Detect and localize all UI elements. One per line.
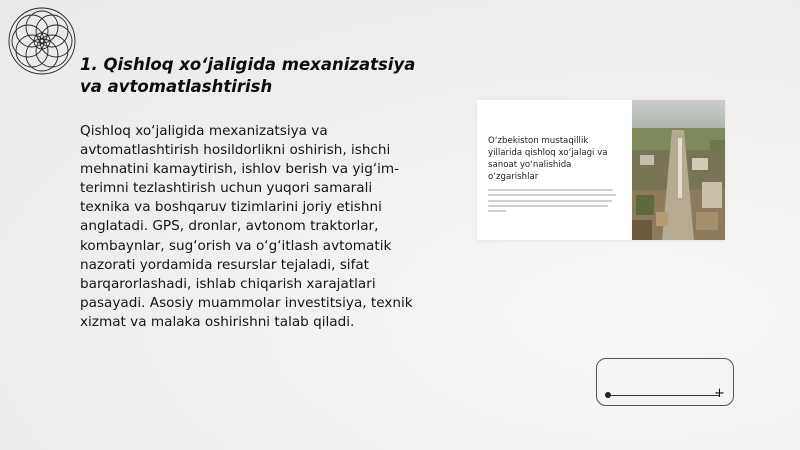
aerial-town-photo-icon — [632, 100, 725, 240]
zoom-slider-control[interactable] — [596, 358, 734, 406]
card-description-placeholder — [488, 189, 618, 215]
slider-knob-icon[interactable] — [605, 392, 611, 398]
circular-knot-logo-icon — [6, 5, 78, 77]
slider-track[interactable] — [607, 395, 720, 396]
card-title: O‘zbekiston mustaqillik yillarida qishloq xo‘jalagi va sanoat yo‘nalishida o‘zgarishlar — [488, 136, 608, 182]
plus-icon[interactable]: + — [714, 386, 725, 401]
linked-article-card[interactable] — [477, 100, 725, 240]
slide-title: 1. Qishloq xo‘jaligida mexanizatsiya va avtomatlashtirish — [80, 55, 416, 96]
slide-body-text: Qishloq xo‘jaligida mexanizatsiya va avtomatlashtirish hosildorlikni oshirish, ishchi mehnatini kamaytirish, ishlov berish va yig‘im-terimni tezlashtirish uchun yuqori samarali texnika va boshqaruv tizimlarini joriy etishni anglatadi. GPS, dronlar, avtonom traktorlar, kombaynlar, sug‘orish va o‘g‘itlash avtomatik nazorati yordamida resurslar tejaladi, sifat barqarorlashadi, ishlab chiqarish xarajatlari pasayadi. Asosiy muammolar investitsiya, texnik xizmat va malaka oshirishni talab qiladi. — [80, 123, 413, 330]
